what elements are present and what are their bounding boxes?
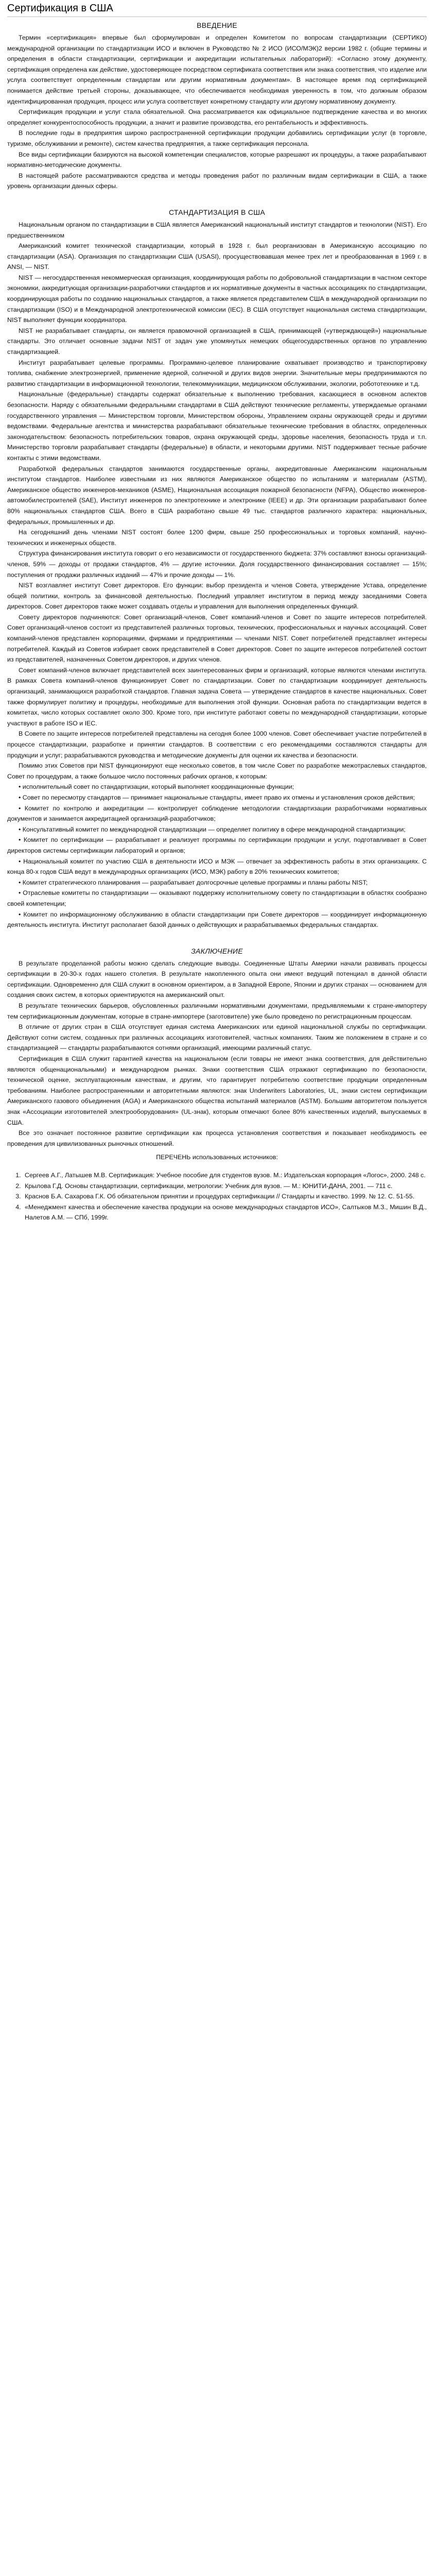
- intro-heading: ВВЕДЕНИЕ: [197, 21, 237, 29]
- standardization-paragraph: Институт разрабатывает целевые программы. Программно-целевое планирование охватывает производство и транспортировку топлива, снабжение электроэнергией, применение ядерной, солнечной и других видов энергии. Значительные меры предпринимаются по развитию стандартизации в информационной технологии, телекоммуникации, медицинском обслуживании, экологии, робототехнике и т.д.: [7, 359, 427, 387]
- document-page: [0, 0, 436, 1223]
- standardization-paragraph: • Национальный комитет по участию США в деятельности ИСО и МЭК — отвечает за эффективность работы в этих организациях. С конца 80-х годов США ведут в международных организациях (ИСО, МЭК) работу в 20% технических комитетов;: [7, 857, 427, 876]
- standardization-paragraph: NIST — негосударственная некоммерческая организация, координирующая работы по добровольной стандартизации в частном секторе экономики, аккредитующая организации-разработчики стандартов и их нормативные документы в частных ассоциациях по стандартизации, координирующая работы по созданию национальных стандартов, а также является представителем США в международной организации по стандартизации (ISO) и в Международной электротехнической комиссии (IEC). В США отсутствует национальная система стандартизации, NIST выполняет функции координатора.: [7, 274, 427, 324]
- standardization-paragraph: NIST не разрабатывает стандарты, он является правомочной организацией в США, принимающей («утверждающей») национальные стандарты. Это отличает основные задачи NIST от задач уже упомянутых немецких общегосударственных органов по управлению стандартизацией.: [7, 327, 427, 356]
- intro-paragraph: В настоящей работе рассматриваются средства и методы проведения работ по различным видам сертификации в США, а также уровень организации данных сферы.: [7, 172, 427, 190]
- page-title: Сертификация в США: [7, 3, 113, 14]
- conclusion-paragraph: В результате технических барьеров, обусловленных различными нормативными документами, предъявляемыми к стране-импортеру тем сертификационным документам, которые в стране-импортере (заготовителе) уже было проведено по регистрационным процессам.: [7, 1002, 427, 1020]
- intro-paragraph: Все виды сертификации базируются на высокой компетенции специалистов, которые разрешают их процедуры, а также разрабатывают нормативно-методические документы.: [7, 150, 427, 169]
- standardization-paragraph: В Совете по защите интересов потребителей представлены на сегодня более 1000 членов. Совет обеспечивает участие потребителей в процессе стандартизации, разработке и принятии стандартов. В соответствии с его рекомендациями составляются стандарты для продукции и услуг; разрабатываются руководства и методические документы для оценки их качества и безопасности.: [7, 730, 427, 759]
- standardization-paragraph: Совет компаний-членов включает представителей всех заинтересованных фирм и организаций, которые являются членами института. В рамках Совета компаний-членов функционирует Совет по стандартизации. Совет по стандартизации координирует деятельность организаций, занимающихся разработкой стандартов. Главная задача Совета — утверждение стандартов в качестве национальных. Совет также формулирует политику и процедуры, необходимые для выполнения этой функции. Основная работа по стандартизации ведется в комитетах, число которых составляет около 300. Кроме того, при институте работают советы по международной стандартизации, которые участвуют в работе ISO и IEC.: [7, 666, 427, 727]
- standardization-heading: СТАНДАРТИЗАЦИЯ В США: [168, 208, 266, 216]
- standardization-paragraph: Помимо этих Советов при NIST функционируют еще несколько советов, в том числе Совет по разработке межотраслевых стандартов, Совет по процедурам, а также большое число постоянных рабочих органов, к которым:: [7, 762, 427, 780]
- intro-paragraph: В последние годы в предприятия широко распространенной сертификации продукции добавились сертификации услуг (в торговле, туризме, обслуживании и ремонте), систем качества предприятия, а также сертификация персонала.: [7, 129, 427, 147]
- standardization-paragraph: Структура финансирования института говорит о его независимости от государственного бюджета: 37% составляют взносы организаций-членов, 59% — доходы от продажи стандартов, 4% — другие источники. Доля государственного финансирования составляет — 15%; поступления от продажи различных изданий — 47% и прочие доходы — 1%.: [7, 550, 427, 579]
- conclusion-paragraph: Все это означает постоянное развитие сертификации как процесса установления соответствия и показывает необходимость ее проведения для цивилизованных рыночных отношений.: [7, 1129, 427, 1147]
- reference-item: 4. «Менеджмент качества и обеспечение качества продукции на основе международных стандартов ИСО», Салтыков М.З., Мишин В.Д., Налетов А.М. — СПб, 1999г.: [23, 1202, 427, 1223]
- standardization-paragraph: • Совет по пересмотру стандартов — принимает национальные стандарты, имеет право их отмены и установления сроков действия;: [19, 793, 415, 801]
- standardization-paragraph: NIST возглавляет институт Совет директоров. Его функции: выбор президента и членов Совета, утверждение Устава, определение общей политики, контроль за финансовой деятельностью. Последний управляет институтом в период между заседаниями Совета директоров. Совет директоров также может создавать отделы и управления для выполнения определенных функций.: [7, 582, 427, 611]
- standardization-paragraph: Национальные (федеральные) стандарты содержат обязательные к выполнению требования, касающиеся в основном аспектов безопасности. Наряду с обязательными федеральными стандартами в США действуют технические регламенты, утверждаемые органами государственного управления — Министерством торговли, Министерством обороны, Управлением охраны окружающей среды и другими ведомствами. Федеральные агентства и министерства разрабатывают обязательные технические требования в областях, определенных законодательством: безопасность потребительских товаров, охрана окружающей среды, здоровье населения, безопасность труда и т.п. Министерство торговли разрабатывает стандарты (федеральные) в области, и некоторыми другими. NIST поддерживает тесные рабочие контакты с этими ведомствами.: [7, 391, 427, 462]
- standardization-paragraph: • Консультативный комитет по международной стандартизации — определяет политику в сфере международной стандартизации;: [19, 825, 406, 833]
- conclusion-section: [7, 958, 427, 1149]
- standardization-paragraph: На сегодняшний день членами NIST состоят более 1200 фирм, свыше 250 профессиональных и торговых компаний, научно-технических и инженерных обществ.: [7, 529, 427, 547]
- reference-item: 1. Сергеев А.Г., Латышев М.В. Сертификация: Учебное пособие для студентов вузов. М.: Издательская корпорация «Логос», 2000. 248 с.: [23, 1170, 427, 1181]
- standardization-section: [7, 219, 427, 930]
- standardization-paragraph: • Комитет по контролю и аккредитации — контролирует соблюдение методологии стандартизации разработчиками нормативных документов и занимается аккредитацией организаций-разработчиков;: [7, 804, 427, 823]
- standardization-paragraph: Совету директоров подчиняются: Совет организаций-членов, Совет компаний-членов и Совет по защите интересов потребителей. Совет организаций-членов состоит из представителей различных торговых, технических, профессиональных и научных ассоциаций. Совет компаний-членов представлен корпорациями, фирмами и предприятиями — членами NIST. Совет потребителей представляет интересы потребителей. Каждый из Советов избирает своих представителей в Совет директоров. Совет по защите интересов потребителей состоит из представителей, назначенных Советом директоров, и других членов.: [7, 613, 427, 664]
- standardization-paragraph: Национальным органом по стандартизации в США является Американский национальный институт стандартов и технологии (NIST). Его предшественником: [7, 221, 427, 239]
- references-list: [7, 1170, 427, 1223]
- title-divider: [7, 16, 427, 17]
- standardization-paragraph: • Комитет по информационному обслуживанию в области стандартизации при Совете директоров — координирует информационную деятельность института. Институт располагает базой данных о действующих и разрабатываемых федеральных стандартах.: [7, 910, 427, 929]
- standardization-paragraph: Американский комитет технической стандартизации, который в 1928 г. был реорганизован в Американскую ассоциацию по стандартизации (ASA). Организация по стандартизации США (USASI), просуществовавшая менее трех лет и преобразованная в 1969 г. в ANSI, — NIST.: [7, 242, 427, 271]
- references-heading: ПЕРЕЧЕНЬ использованных источников:: [156, 1154, 278, 1161]
- standardization-paragraph: • исполнительный совет по стандартизации, который выполняет координационные функции;: [19, 783, 294, 791]
- intro-paragraph: Сертификация продукции и услуг стала обязательной. Она рассматривается как официальное подтверждение качества и во многих определяет конкурентоспособность продукции, а значит и развитие производства, его рентабельность и эффективность.: [7, 108, 427, 126]
- conclusion-paragraph: Сертификация в США служит гарантией качества на национальном (если товары не имеют знака соответствия, для действительно являются общенациональными) и международном рынках. Знаки соответствия США отражают сертификацию по безопасности, технической оценке, эксплуатационным качествам, и другим, что гарантирует потребителю соответствие продукции определенным требованиям. Наиболее распространенными и авторитетными являются: знак Underwriters Laboratories, UL, знаки систем сертификации Американского газового объединения (AGA) и Американского общества испытаний материалов (ASTM). Большим авторитетом пользуется знак «Ассоциации изготовителей электрооборудования» (UL-знак), которым отмечают более 80% качественных изделий, выпускаемых в США.: [7, 1055, 427, 1126]
- reference-item: 2. Крылова Г.Д. Основы стандартизации, сертификации, метрологии: Учебник для вузов. — М.: ЮНИТИ-ДАНА, 2001. — 711 с.: [23, 1181, 427, 1192]
- conclusion-paragraph: В результате проделанной работы можно сделать следующие выводы. Соединенные Штаты Америки начали развивать процессы сертификации в 20-30-х годах нашего столетия. В результате накопленного опыта они имеют ведущий потенциал в данной области сертификации. Одновременно для США служит в основном ориентиром, а в Западной Европе, Японии и других странах — основанием для создания своих систем, в которых ориентируются на американский опыт.: [7, 959, 427, 999]
- standardization-paragraph: • Отраслевые комитеты по стандартизации — оказывают поддержку исполнительному совету по стандартизации в областях сообразно своей компетенции;: [7, 889, 427, 907]
- standardization-paragraph: • Комитет стратегического планирования — разрабатывает долгосрочные целевые программы и планы работы NIST;: [19, 878, 368, 886]
- standardization-paragraph: Разработкой федеральных стандартов занимаются государственные органы, аккредитованные Американским национальным институтом стандартов. Наиболее известными из них являются Американское общество по испытаниям и материалам (ASTM), Американское общество инженеров-механиков (ASME), Национальная ассоциация пожарной безопасности (NFPA), Общество инженеров-автомобилестроителей (SAE), Институт инженеров по электротехнике и электронике (IEEE) и др. Эти организации разрабатывают более 80% национальных стандартов США. Всего в США разработано свыше 49 тыс. стандартов различного характера: национальных, федеральных, промышленных и др.: [7, 465, 427, 526]
- intro-paragraph: Термин «сертификация» впервые был сформулирован и определен Комитетом по вопросам стандартизации (СЕРТИКО) международной организации по стандартизации ИСО и включен в Руководство № 2 ИСО (ИСО/МЭК)2 версии 1982 г. (общие термины и определения в области стандартизации, сертификации и аккредитации испытательных лабораторий): «Согласно этому документу, сертификация определена как действие, удостоверяющее посредством сертификата соответствия или знака соответствия, что изделие или услуга соответствует определенным стандартам или другим нормативным документам». В настоящее время под сертификацией понимается действие третьей стороны, доказывающее, что обеспечивается необходимая уверенность в том, что должным образом идентифицированная продукция, процесс или услуга соответствует конкретному стандарту или другому нормативному документу.: [7, 34, 427, 105]
- intro-section: [7, 32, 427, 192]
- reference-item: 3. Краснов Б.А. Сахарова Г.К. Об обязательном принятии и процедурах сертификации // Стандарты и качество. 1999. № 12. С. 51-55.: [23, 1191, 427, 1202]
- conclusion-paragraph: В отличие от других стран в США отсутствует единая система Американских или единой национальной службы по сертификации. Действуют сотни систем, созданных при различных ассоциациях изготовителей, частных компаниях. Таким же положением в стране и со стандартизацией — стандарты разрабатываются сотнями организаций, имеющими различный статус.: [7, 1023, 427, 1052]
- conclusion-heading: ЗАКЛЮЧЕНИЕ: [191, 946, 243, 955]
- standardization-paragraph: • Комитет по сертификации — разрабатывает и реализует программы по сертификации продукции и услуг, подготавливает в Совет директоров системы сертификации лабораторий и органов;: [7, 836, 427, 854]
